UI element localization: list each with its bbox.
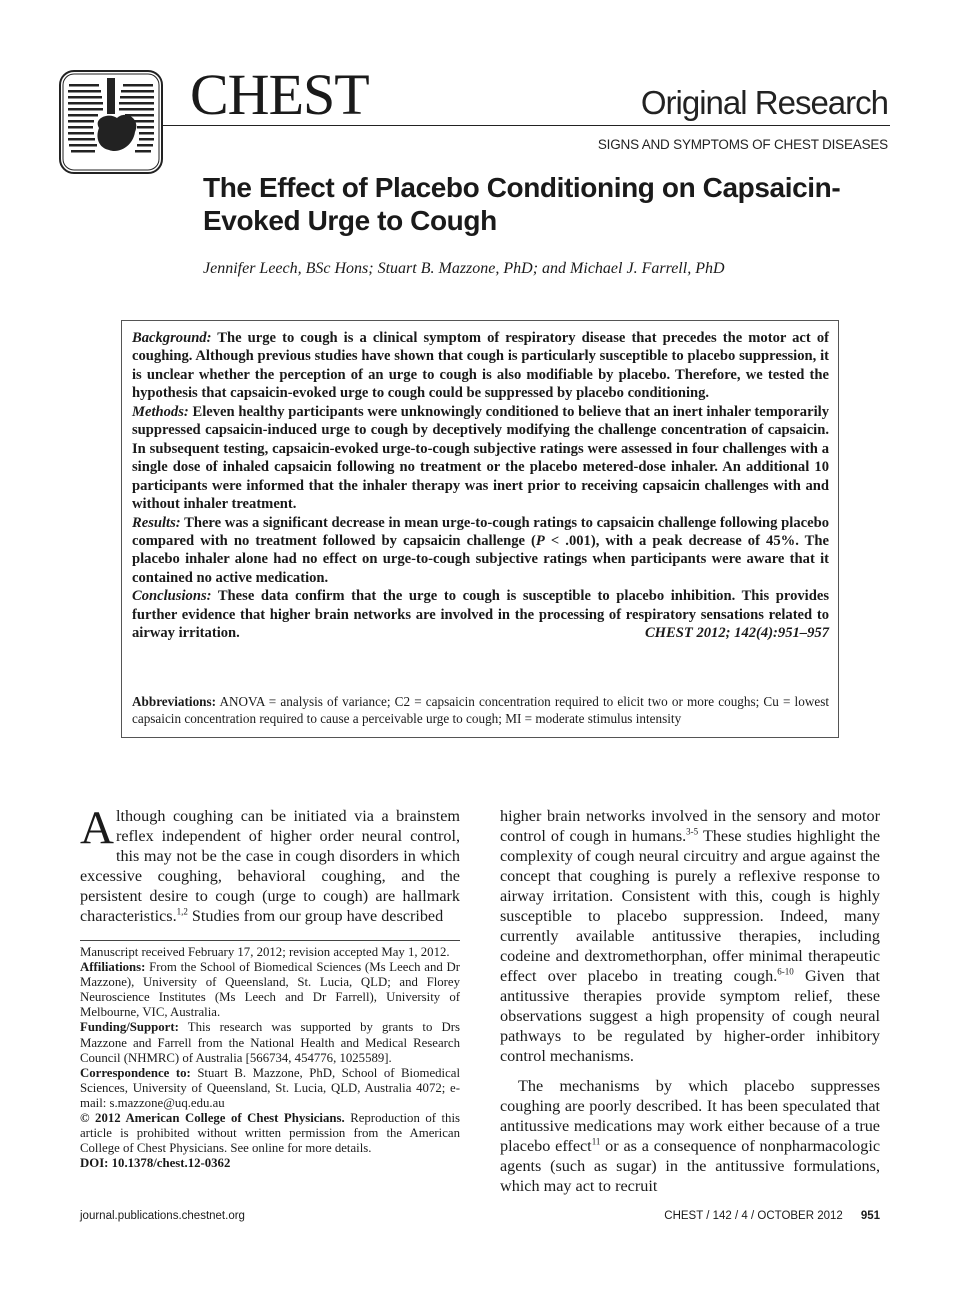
body-text: Given that antitussive therapies provide symptom relief, these observations suggest a high propensity of cough neural pathways to be regulated by higher-order inhibitory control mechanisms. <box>500 967 880 1065</box>
footnote-label: © 2012 American College of Chest Physicians. <box>80 1111 345 1126</box>
methods-label: Methods: <box>132 403 189 420</box>
abbreviations-label: Abbreviations: <box>132 694 217 709</box>
results-text-1: There was a significant decrease in mean urge-to-cough ratings to capsaicin challenge following placebo compared with no treatment followed by capsaicin challenge ( <box>132 514 829 549</box>
footnote-label: Correspondence to: <box>80 1065 191 1080</box>
reference-superscript: 3-5 <box>686 826 699 837</box>
abstract-box <box>121 320 839 738</box>
page-number: 951 <box>860 1210 880 1222</box>
footnote-affiliations <box>80 960 460 1020</box>
methods-text: Eleven healthy participants were unknowingly conditioned to believe that an inert inhaler temporarily suppressed capsaicin-induced urge to cough by deceptively modifying the challenge concentration of capsaicin. In subsequent testing, capsaicin-evoked urge-to-cough subjective ratings were assessed in four challenges with a single dose of inhaled capsaicin following no treatment or the placebo metered-dose inhaler. An additional 10 participants were informed that the inhaler therapy was inert prior to receiving capsaicin challenges with and without inhaler treatment. <box>132 403 829 513</box>
footnote-received: Manuscript received February 17, 2012; revision accepted May 1, 2012. <box>80 945 450 959</box>
footnote-text: This research was supported by grants to Drs Mazzone and Farrell from the National Health and Medical Research Council (NHMRC) of Australia [566734, 454776, 1025589]. <box>80 1020 460 1065</box>
header-divider <box>162 125 890 126</box>
conclusions-label: Conclusions: <box>132 588 212 605</box>
abbreviations-text: ANOVA = analysis of variance; C2 = capsaicin concentration required to elicit two or more coughs; Cu = lowest capsaicin concentration required to cause a perceivable urge to cough; MI = moderate stimulus intensity <box>132 694 829 726</box>
journal-name: CHEST <box>190 62 369 127</box>
footnote-divider <box>80 940 460 941</box>
results-p-value-symbol: P <box>535 532 545 549</box>
reference-superscript: 6-10 <box>777 966 794 977</box>
background-text: The urge to cough is a clinical symptom of respiratory disease that precedes the motor act of coughing. Although previous studies have shown that cough is particularly susceptible to placebo suppression, it is unclear whether the perception of an urge to cough is also modifiable by placebo. Therefore, we tested the hypothesis that capsaicin-evoked urge to cough could be suppressed by placebo conditioning. <box>132 330 829 402</box>
abstract-conclusions <box>132 587 829 642</box>
abstract-methods <box>132 403 829 514</box>
section-label: SIGNS AND SYMPTOMS OF CHEST DISEASES <box>597 137 888 152</box>
footnote-doi <box>80 1156 460 1171</box>
footnote-correspondence <box>80 1066 460 1111</box>
footnote-label: Affiliations: <box>80 960 146 975</box>
background-label: Background: <box>132 330 212 346</box>
body-text: lthough coughing can be initiated via a brainstem reflex independent of higher order neural control, this may not be the case in cough disorders in which excessive coughing, behavioral coughing, and the persistent desire to cough (urge to cough) are hallmark characteristics. <box>80 807 460 925</box>
footnote-text: From the School of Biomedical Sciences (Ms Leech and Dr Mazzone), University of Queensland, St. Lucia, QLD; and Florey Neuroscience Institutes (Ms Leech and Dr Farrell), University of Melbourne, VIC, Australia. <box>80 960 461 1020</box>
abstract-body <box>132 329 829 643</box>
drop-cap: A <box>80 802 114 854</box>
footer-issue: CHEST / 142 / 4 / OCTOBER 2012 <box>664 1210 843 1222</box>
results-text-2: < .001), with a peak decrease of 45%. The placebo inhaler alone had no effect on urge-to-cough subjective ratings when participants were aware that it contained no active medication. <box>132 532 829 586</box>
abstract-background <box>132 329 829 403</box>
body-paragraph <box>80 802 460 926</box>
body-text: These studies highlight the complexity of cough neural circuitry and argue against the concept that coughing is purely a reflexive response to airway irritation. Consistent with this, cough is highly susceptible to placebo suppression. Indeed, many currently available antitussive therapies, including codeine and dextromethorphan, offer minimal therapeutic effect over placebo in treating cough. <box>500 827 881 985</box>
results-label: Results: <box>132 514 181 531</box>
citation: CHEST 2012; 142(4):951–957 <box>644 625 829 642</box>
footer-website: journal.publications.chestnet.org <box>80 1210 245 1222</box>
authors: Jennifer Leech, BSc Hons; Stuart B. Mazzone, PhD; and Michael J. Farrell, PhD <box>203 260 725 277</box>
body-column-left <box>80 802 460 926</box>
article-title: The Effect of Placebo Conditioning on Capsaicin-Evoked Urge to Cough <box>203 172 841 236</box>
footnotes <box>80 945 460 1171</box>
body-text: or as a consequence of nonpharmacologic agents (such as sugar) in the antitussive formulations, which may act to recruit <box>500 1137 881 1195</box>
body-paragraph <box>500 1076 880 1196</box>
footnote-label: DOI: <box>80 1156 109 1171</box>
body-text: higher brain networks involved in the sensory and motor control of cough in humans. <box>500 807 880 845</box>
chest-lungs-logo-icon <box>59 70 163 174</box>
footnote-text: Reproduction of this article is prohibited without written permission from the American College of Chest Physicians. See online for more details. <box>80 1111 460 1156</box>
footnote-funding <box>80 1020 460 1065</box>
footnote-label: Funding/Support: <box>80 1020 179 1035</box>
abbreviations <box>132 693 829 727</box>
body-text: The mechanisms by which placebo suppresses coughing are poorly described. It has been speculated that antitussive medications may work either because of a true placebo effect <box>500 1077 880 1155</box>
reference-superscript: 1,2 <box>176 906 188 917</box>
reference-superscript: 11 <box>591 1136 601 1147</box>
article-type: Original Research <box>640 84 888 121</box>
abstract-results <box>132 514 829 588</box>
doi-value: 10.1378/chest.12-0362 <box>111 1156 231 1171</box>
footer-issue-info <box>664 1211 880 1223</box>
footnote-text: Stuart B. Mazzone, PhD, School of Biomedical Sciences, University of Queensland, St. Lucia, QLD, Australia 4072; e-mail: s.mazzone@uq.edu.au <box>80 1065 460 1110</box>
body-column-right <box>500 806 880 1196</box>
body-text: Studies from our group have described <box>187 907 444 925</box>
conclusions-text: These data confirm that the urge to cough is susceptible to placebo inhibition. This provides further evidence that higher brain networks are involved in the processing of respiratory sensations related to airway irritation. <box>132 588 829 642</box>
footnote-copyright <box>80 1111 460 1156</box>
body-paragraph <box>500 806 880 1066</box>
